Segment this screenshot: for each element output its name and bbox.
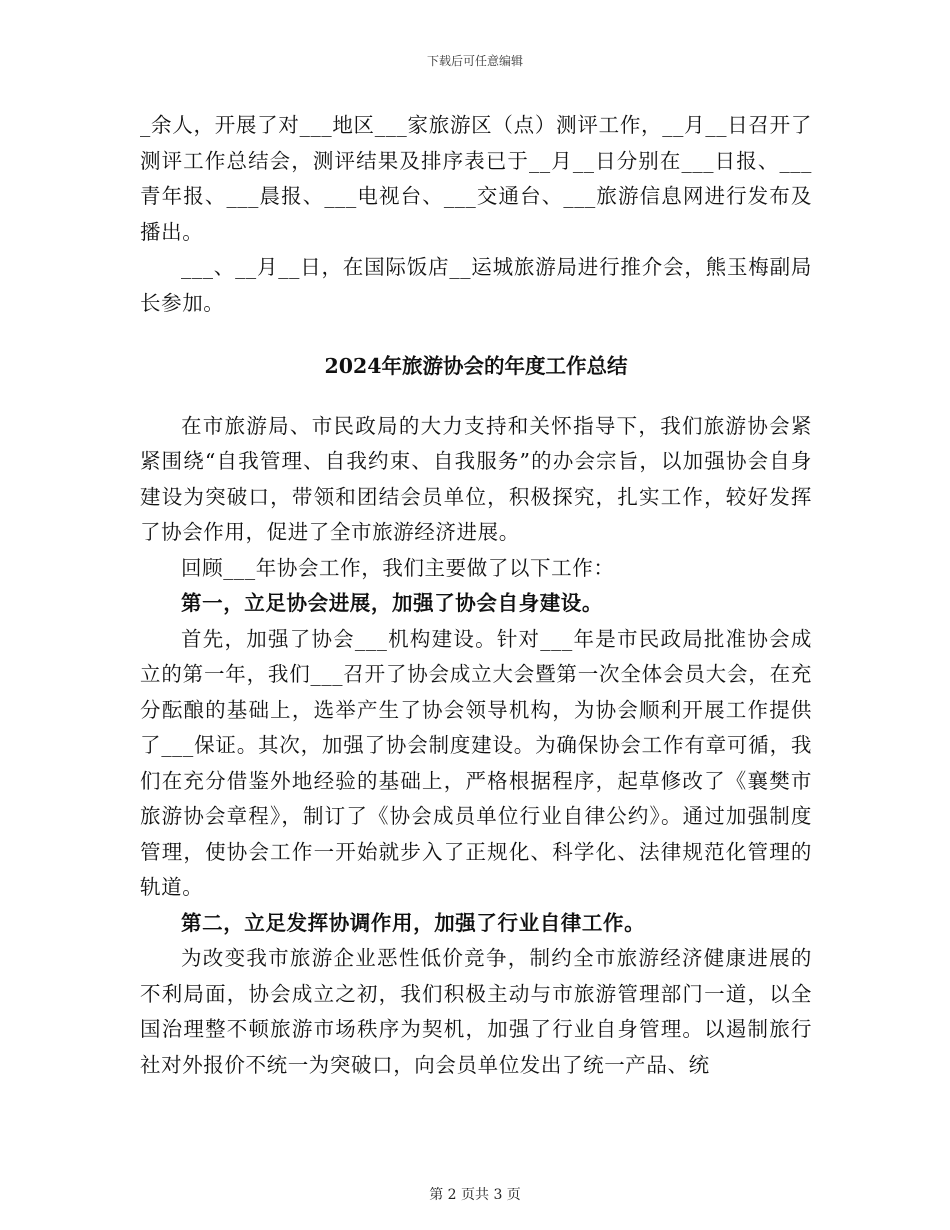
page-footer: 第 2 页共 3 页: [429, 1187, 521, 1203]
section-title: 2024年旅游协会的年度工作总结: [324, 354, 628, 378]
paragraph-promotion: ___、__月__日，在国际饭店__运城旅游局进行推介会，熊玉梅副局长参加。: [140, 255, 812, 315]
paragraph-second: 为改变我市旅游企业恶性低价竞争，制约全市旅游经济健康进展的不利局面，协会成立之初，我们积极主动与市旅游管理部门一道，以全国治理整不顿旅游市场秩序为契机，加强了行业自身管理。以遏制旅行社对外报价不统一为突破口，向会员单位发出了统一产品、统: [140, 946, 812, 1077]
paragraph-intro: 在市旅游局、市民政局的大力支持和关怀指导下，我们旅游协会紧紧围绕“自我管理、自我约束、自我服务”的办会宗旨，以加强协会自身建设为突破口，带领和团结会员单位，积极探究，扎实工作，较好发挥了协会作用，促进了全市旅游经济进展。: [140, 413, 812, 544]
document-body: [140, 108, 812, 1083]
heading-first: 第一，立足协会进展，加强了协会自身建设。: [181, 591, 603, 615]
paragraph-review: 回顾___年协会工作，我们主要做了以下工作：: [181, 555, 615, 580]
paragraph-evaluation: _余人，开展了对___地区___家旅游区（点）测评工作，__月__日召开了测评工作总结会，测评结果及排序表已于__月__日分别在___日报、___青年报、___晨报、___电视台、___交通台、___旅游信息网进行发布及播出。: [140, 113, 812, 244]
paragraph-first: 首先，加强了协会___机构建设。针对___年是市民政局批准协会成立的第一年，我们___召开了协会成立大会暨第一次全体会员大会，在充分酝酿的基础上，选举产生了协会领导机构，为协会顺利开展工作提供了___保证。其次，加强了协会制度建设。为确保协会工作有章可循，我们在充分借鉴外地经验的基础上，严格根据程序，起草修改了《襄樊市旅游协会章程》，制订了《协会成员单位行业自律公约》。通过加强制度管理，使协会工作一开始就步入了正规化、科学化、法律规范化管理的轨道。: [140, 626, 812, 899]
page-header: 下载后可任意编辑: [426, 54, 523, 68]
heading-second: 第二，立足发挥协调作用，加强了行业自律工作。: [181, 910, 646, 935]
